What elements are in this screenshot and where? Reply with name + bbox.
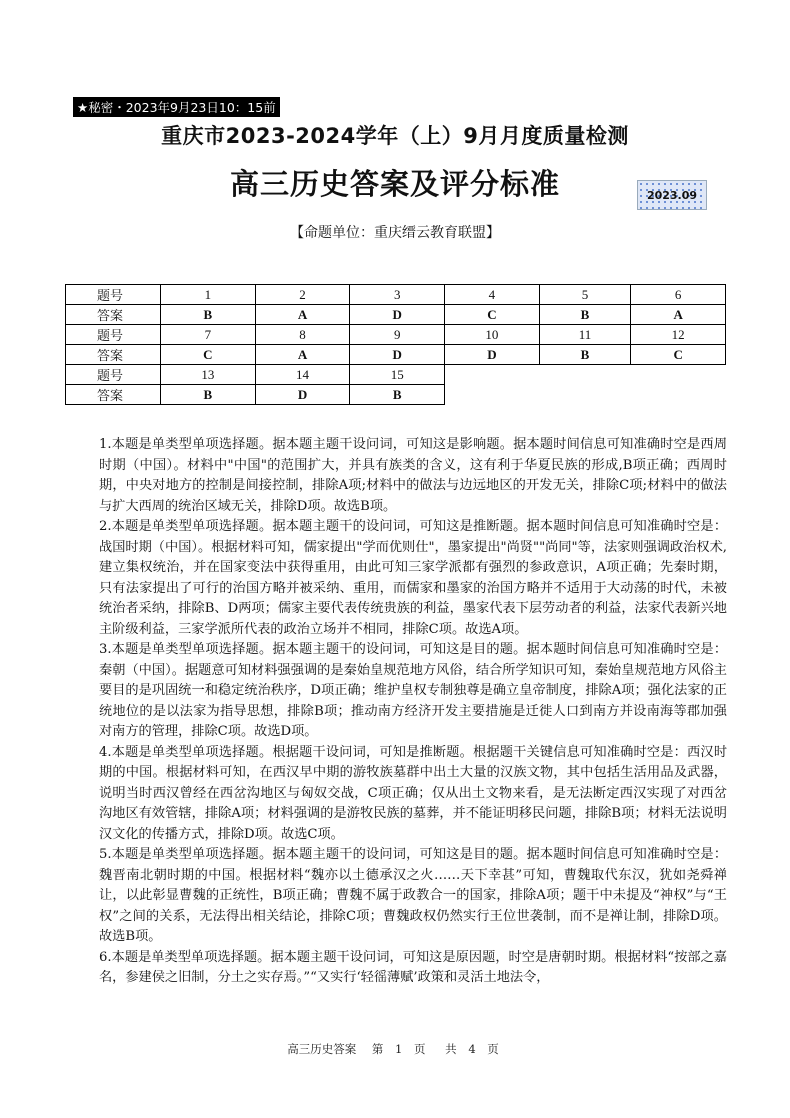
question-number-row (66, 285, 726, 305)
answer-cell: B (161, 305, 256, 325)
row-label: 答案 (66, 305, 161, 325)
question-number-cell: 9 (350, 325, 445, 345)
answer-cell: C (445, 305, 540, 325)
explanation-paragraph: 2.本题是单类型单项选择题。据本题主题干的设问词，可知这是推断题。据本题时间信息可知准确时空是：战国时期（中国）。根据材料可知，儒家提出"学而优则仕"，墨家提出"尚贤""尚同"等，法家则强调政治权术,建立集权统治，并在国家变法中获得重用，由此可知三家学派都有强烈的参政意识，A项正确；先秦时期，只有法家提出了可行的治国方略并被采纳、重用，而儒家和墨家的治国方略并不适用于大动荡的时代，未被统治者采纳，排除B、D两项；儒家主要代表传统贵族的利益，墨家代表下层劳动者的利益，法家代表新兴地主阶级利益，三家学派所代表的政治立场并不相同，排除C项。故选A项。 (99, 519, 727, 637)
answer-cell: B (539, 305, 631, 325)
page-footer (0, 1041, 790, 1057)
document-title: 高三历史答案及评分标准 (229, 167, 560, 201)
row-label: 题号 (66, 325, 161, 345)
footer-page: 第 1 页 (371, 1042, 426, 1056)
empty-cell (539, 365, 631, 385)
question-number-cell: 15 (350, 365, 445, 385)
answer-cell: D (255, 385, 350, 405)
answer-cell: A (631, 305, 726, 325)
question-number-cell: 5 (539, 285, 631, 305)
answer-cell: B (539, 345, 631, 365)
answer-cell: B (350, 385, 445, 405)
date-stamp (637, 180, 707, 210)
answer-table (65, 284, 726, 405)
row-label: 题号 (66, 285, 161, 305)
question-number-cell: 6 (631, 285, 726, 305)
answer-cell: C (631, 345, 726, 365)
explanation-paragraph: 6.本题是单类型单项选择题。据本题主题干设问词，可知这是原因题，时空是唐朝时期。根据材料“按部之嘉名，参建侯之旧制，分土之实存焉。”“又实行‘轻徭薄赋’政策和灵活土地法令， (99, 949, 727, 985)
date-stamp-text: 2023.09 (646, 188, 698, 202)
row-label: 答案 (66, 345, 161, 365)
explanation-paragraph: 5.本题是单类型单项选择题。据本题主题干的设问词，可知这是目的题。据本题时间信息可知准确时空是：魏晋南北朝时期的中国。根据材料“魏亦以土德承汉之火……天下幸甚”可知，曹魏取代东汉，犹如尧舜禅让，以此彰显曹魏的正统性，B项正确；曹魏不属于政教合一的国家，排除A项；题干中未提及“神权”与“王权”之间的关系，无法得出相关结论，排除C项；曹魏政权仍然实行王位世袭制，而不是禅让制，排除D项。故选B项。 (99, 847, 727, 944)
question-number-cell: 2 (255, 285, 350, 305)
empty-cell (445, 365, 540, 385)
question-number-row (66, 365, 726, 385)
answer-cell: A (255, 345, 350, 365)
empty-cell (631, 365, 726, 385)
answer-cell: A (255, 305, 350, 325)
footer-total: 共 4 页 (445, 1042, 499, 1056)
answer-cell: D (445, 345, 540, 365)
explanation-paragraph: 4.本题是单类型单项选择题。根据题干设问词，可知是推断题。根据题干关键信息可知准确时空是：西汉时期的中国。根据材料可知，在西汉早中期的游牧族墓群中出土大量的汉族文物，其中包括生活用品及武器，说明当时西汉曾经在西岔沟地区与匈奴交战，C项正确；仅从出土文物来看，是无法断定西汉实现了对西岔沟地区有效管辖，排除A项；材料强调的是游牧民族的墓葬，并不能证明移民问题，排除B项；材料无法说明汉文化的传播方式，排除D项。故选C项。 (99, 744, 727, 842)
question-number-cell: 13 (161, 365, 256, 385)
empty-cell (445, 385, 540, 405)
row-label: 题号 (66, 365, 161, 385)
answer-cell: D (350, 305, 445, 325)
question-number-cell: 7 (161, 325, 256, 345)
question-number-cell: 11 (539, 325, 631, 345)
answer-row (66, 345, 726, 365)
row-label: 答案 (66, 385, 161, 405)
footer-doc-name: 高三历史答案 (287, 1042, 357, 1056)
explanations (99, 435, 727, 989)
answer-cell: D (350, 345, 445, 365)
question-number-cell: 14 (255, 365, 350, 385)
question-number-cell: 8 (255, 325, 350, 345)
question-number-cell: 1 (161, 285, 256, 305)
question-number-row (66, 325, 726, 345)
explanation-paragraph: 3.本题是单类型单项选择题。据本题主题干的设问词，可知这是目的题。据本题时间信息可知准确时空是：秦朝（中国）。据题意可知材料强强调的是秦始皇规范地方风俗，结合所学知识可知，秦始皇规范地方风俗主要目的是巩固统一和稳定统治秩序，D项正确；维护皇权专制独尊是确立皇帝制度，排除A项；强化法家的正统地位的是以法家为指导思想，排除B项；推动南方经济开发主要措施是迁徙人口到南方并设南海等郡加强对南方的管理，排除C项。故选D项。 (99, 642, 727, 739)
question-number-cell: 3 (350, 285, 445, 305)
answer-row (66, 385, 726, 405)
answer-row (66, 305, 726, 325)
confidential-banner: ★秘密・2023年9月23日10：15前 (73, 97, 280, 117)
exam-title: 重庆市2023-2024学年（上）9月月度质量检测 (161, 124, 629, 148)
question-number-cell: 4 (445, 285, 540, 305)
answer-cell: B (161, 385, 256, 405)
empty-cell (539, 385, 631, 405)
empty-cell (631, 385, 726, 405)
answer-cell: C (161, 345, 256, 365)
question-number-cell: 12 (631, 325, 726, 345)
explanation-paragraph: 1.本题是单类型单项选择题。据本题主题干设问词，可知这是影响题。据本题时间信息可知准确时空是西周时期（中国）。材料中"中国"的范围扩大，并具有族类的含义，这有利于华夏民族的形成,B项正确；西周时期，中央对地方的控制是间接控制，排除A项;材料中的做法与边远地区的开发无关，排除C项;材料中的做法与扩大西周的统治区域无关，排除D项。故选B项。 (99, 437, 727, 514)
issuing-unit: 【命题单位：重庆缙云教育联盟】 (290, 225, 500, 241)
question-number-cell: 10 (445, 325, 540, 345)
